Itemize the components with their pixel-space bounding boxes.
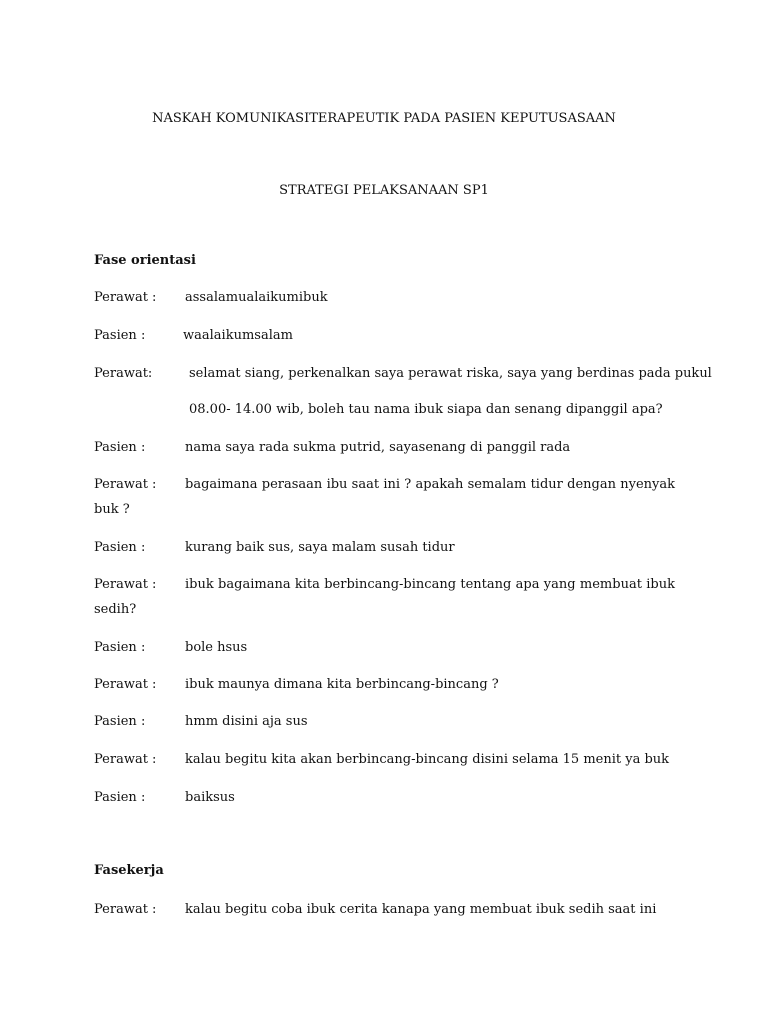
dialogue-text: selamat siang, perkenalkan saya perawat riska, saya yang berdinas pada pukul (189, 366, 712, 381)
speaker-label: Pasien : (94, 540, 146, 555)
speaker-label: Perawat : (94, 677, 157, 692)
dialogue-continuation: 08.00- 14.00 wib, boleh tau nama ibuk siapa dan senang dipanggil apa? (189, 402, 663, 417)
dialogue-text: nama saya rada sukma putrid, sayasenang di panggil rada (185, 440, 571, 455)
dialogue-wrap: sedih? (94, 602, 137, 617)
dialogue-text: ibuk maunya dimana kita berbincang-bincang ? (185, 677, 499, 692)
dialogue-wrap: buk ? (94, 502, 130, 517)
speaker-label: Perawat : (94, 752, 157, 767)
dialogue-text: bole hsus (185, 640, 248, 655)
speaker-label: Perawat : (94, 290, 157, 305)
dialogue-text: assalamualaikumibuk (185, 290, 328, 305)
document-title: NASKAH KOMUNIKASITERAPEUTIK PADA PASIEN KEPUTUSASAAN (152, 111, 616, 126)
dialogue-text: waalaikumsalam (183, 328, 293, 343)
dialogue-text: ibuk bagaimana kita berbincang-bincang tentang apa yang membuat ibuk (185, 577, 675, 592)
dialogue-text: kalau begitu coba ibuk cerita kanapa yang membuat ibuk sedih saat ini (185, 902, 657, 917)
dialogue-text: kurang baik sus, saya malam susah tidur (185, 540, 455, 555)
dialogue-text: kalau begitu kita akan berbincang-bincang disini selama 15 menit ya buk (185, 752, 670, 767)
speaker-label: Pasien : (94, 440, 146, 455)
section-heading-work: Fasekerja (94, 863, 164, 878)
speaker-label: Pasien : (94, 714, 146, 729)
speaker-label: Pasien : (94, 328, 146, 343)
document-subtitle: STRATEGI PELAKSANAAN SP1 (279, 183, 489, 198)
section-heading-orientation: Fase orientasi (94, 253, 196, 268)
dialogue-text: hmm disini aja sus (185, 714, 308, 729)
speaker-label: Pasien : (94, 640, 146, 655)
dialogue-text: bagaimana perasaan ibu saat ini ? apakah semalam tidur dengan nyenyak (185, 477, 675, 492)
dialogue-text: baiksus (185, 790, 235, 805)
speaker-label: Perawat : (94, 577, 157, 592)
speaker-label: Perawat: (94, 366, 153, 381)
speaker-label: Perawat : (94, 902, 157, 917)
speaker-label: Pasien : (94, 790, 146, 805)
speaker-label: Perawat : (94, 477, 157, 492)
